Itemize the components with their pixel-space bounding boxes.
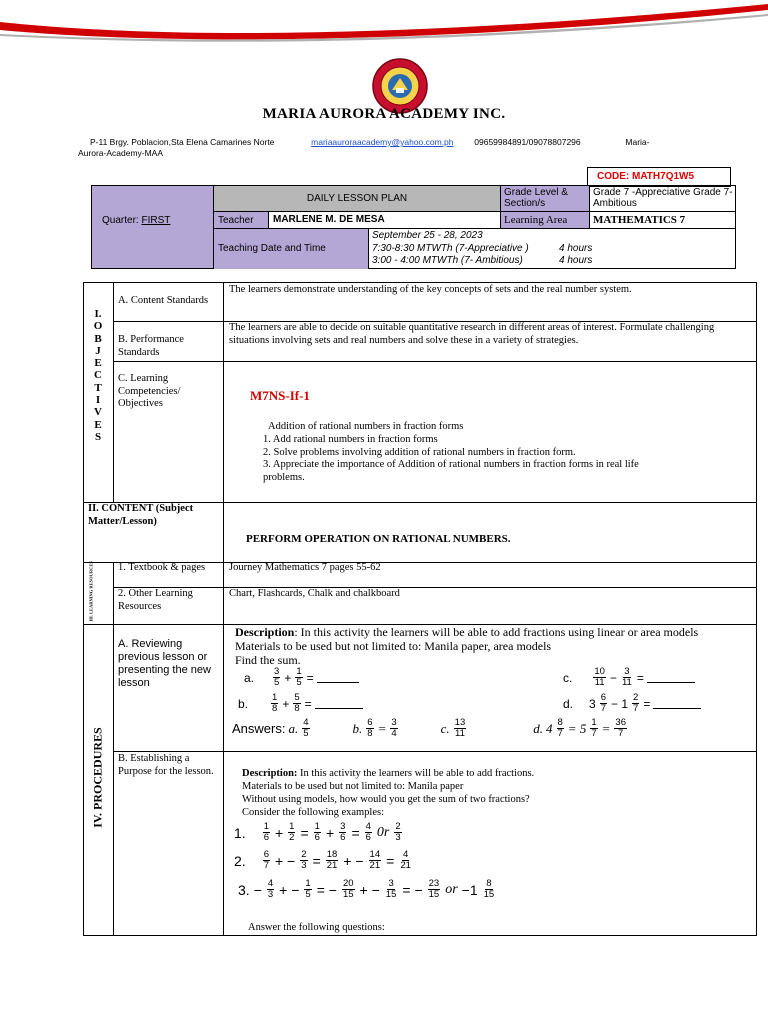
purpose-desc-bold: Description: xyxy=(242,768,298,779)
area-value: MATHEMATICS 7 xyxy=(590,212,736,229)
content-standards-text: The learners demonstrate understanding of the key concepts of sets and the real number system. xyxy=(229,284,632,295)
objectives-letter: T xyxy=(94,381,102,394)
objectives-letter: I xyxy=(95,394,101,407)
phone-numbers: 09659984891/09078807296 xyxy=(474,137,581,147)
purpose-label: B. Establishing a Purpose for the lesson. xyxy=(118,753,214,777)
date-label: Teaching Date and Time xyxy=(218,243,326,254)
date-line2-hours: 4 hours xyxy=(559,242,593,254)
exercise-b: b. $\frac{1}{8}$ + $\frac{5}{8}$ = xyxy=(238,693,363,714)
plan-title: DAILY LESSON PLAN xyxy=(306,193,408,204)
competencies-label: C. Learning Competencies/ Objectives xyxy=(118,373,181,409)
address: P-11 Brgy. Poblacion,Sta Elena Camarines Norte xyxy=(90,137,275,147)
textbook-value: Journey Mathematics 7 pages 55-62 xyxy=(229,562,381,573)
objectives-letter: E xyxy=(94,357,102,370)
example-3: 3. − $\frac{4}{3}$ + − $\frac{1}{5}$ = − $\frac{20}{15}$ + − $\frac{3}{15}$ = − $\frac{23}{15}$ or −1 $\frac{8}{15}$ xyxy=(238,878,495,900)
objectives-letter: B xyxy=(94,332,102,345)
lesson-plan-header-table xyxy=(91,185,736,269)
content-label: II. CONTENT (Subject Matter/Lesson) xyxy=(88,503,194,527)
competency-item: 2. Solve problems involving addition of rational numbers in fraction form. xyxy=(263,446,576,458)
competency-item: 3. Appreciate the importance of Addition of rational numbers in fraction forms in real life problems. xyxy=(263,459,639,483)
date-line3-hours: 4 hours xyxy=(559,255,593,266)
exercise-c: c. $\frac{10}{11}$ − $\frac{3}{11}$ = xyxy=(563,667,695,688)
example-2: 2. $\frac{6}{7}$ + − $\frac{2}{3}$ = $\frac{18}{21}$ + − $\frac{14}{21}$ = $\frac{4}{21}$ xyxy=(234,849,411,871)
review-label: A. Reviewing previous lesson or presenting the new lesson xyxy=(118,638,211,689)
review-materials: Materials to be used but not limited to: Manila paper, area models xyxy=(235,639,552,653)
school-name: MARIA AURORA ACADEMY INC. xyxy=(262,106,506,122)
date-line2: 7:30-8:30 MTWTh (7-Appreciative ) xyxy=(372,242,529,254)
purpose-answer: Answer the following questions: xyxy=(248,922,385,933)
purpose-description xyxy=(242,768,742,781)
content-text: PERFORM OPERATION ON RATIONAL NUMBERS. xyxy=(246,533,511,545)
textbook-label: 1. Textbook & pages xyxy=(118,562,206,573)
review-description xyxy=(235,625,768,639)
other-resources-value: Chart, Flashcards, Chalk and chalkboard xyxy=(229,588,400,599)
review-desc-bold: Description xyxy=(235,625,295,639)
objectives-letter: V xyxy=(94,406,102,419)
review-desc-text: : In this activity the learners will be able to add fractions using linear or area models xyxy=(294,625,699,639)
lesson-code: CODE: MATH7Q1W5 xyxy=(587,167,731,187)
competency-item: 1. Add rational numbers in fraction forms xyxy=(263,434,438,445)
header-decoration xyxy=(0,0,768,46)
exercise-d: d. 3 $\frac{6}{7}$ − 1 $\frac{2}{7}$ = xyxy=(563,693,701,714)
objectives-vertical-label xyxy=(90,308,106,443)
objectives-letter: S xyxy=(94,430,102,443)
quarter-cell xyxy=(92,186,214,269)
email-link[interactable]: mariaauroraacademy@yahoo.com.ph xyxy=(311,137,454,147)
facebook-line2: Aurora-Academy-MAA xyxy=(78,148,164,158)
purpose-consider: Consider the following examples: xyxy=(242,807,385,818)
date-line3: 3:00 - 4:00 MTWTh (7- Ambitious) xyxy=(372,255,523,266)
competency-code: M7NS-If-1 xyxy=(250,388,310,403)
teacher-label: Teacher xyxy=(214,212,269,229)
purpose-desc-text: In this activity the learners will be able to add fractions. xyxy=(297,768,535,779)
objectives-letter: J xyxy=(95,344,101,357)
competency-list xyxy=(263,434,663,484)
teacher-value: MARLENE M. DE MESA xyxy=(269,212,501,229)
date-line1: September 25 - 28, 2023 xyxy=(372,230,483,241)
objectives-letter: C xyxy=(94,369,102,382)
grade-label: Grade Level & Section/s xyxy=(501,186,590,212)
date-value-cell xyxy=(369,229,736,269)
facebook-line1: Maria- xyxy=(625,137,650,147)
area-label: Learning Area xyxy=(501,212,590,229)
title-cell xyxy=(214,186,501,212)
objectives-letter: E xyxy=(94,418,102,431)
objectives-letter: I. xyxy=(94,308,102,320)
date-label-cell xyxy=(214,229,369,269)
quarter-label: Quarter: xyxy=(102,215,142,226)
grade-value: Grade 7 -Appreciative Grade 7- Ambitious xyxy=(590,186,736,212)
procedures-vertical-label: IV. PROCEDURES xyxy=(90,727,105,828)
answers-row: Answers: a. $\frac{4}{5}$ b. $\frac{6}{8}$ = $\frac{3}{4}$ c. $\frac{13}{11}$ d. 4 $\frac{8}{7}$ = 5 $\frac{1}{7}$ = $\frac{36}{7}$ xyxy=(232,717,626,739)
performance-standards-text: The learners are able to decide on suitable quantitative research in different areas of interest. Formulate challenging situations involving sets and real numbers and solve these in a variety of strategies. xyxy=(229,322,715,346)
competency-title: Addition of rational numbers in fraction forms xyxy=(268,421,464,432)
review-find: Find the sum. xyxy=(235,653,301,667)
exercise-a: a. $\frac{3}{5}$ + $\frac{1}{5}$ = xyxy=(244,667,359,688)
purpose-question: Without using models, how would you get the sum of two fractions? xyxy=(242,794,530,805)
purpose-materials: Materials to be used but not limited to: Manila paper xyxy=(242,781,464,792)
contact-info xyxy=(78,137,730,159)
performance-standards-label: B. Performance Standards xyxy=(118,334,184,358)
other-resources-label: 2. Other Learning Resources xyxy=(118,588,193,612)
content-standards-label: A. Content Standards xyxy=(118,295,209,306)
objectives-letter: O xyxy=(93,320,103,333)
answers-label: Answers: xyxy=(232,721,286,736)
resources-vertical-label: III. LEARNING RESOURCES xyxy=(88,561,94,622)
example-1: 1. $\frac{1}{6}$ + $\frac{1}{2}$ = $\frac{1}{6}$ + $\frac{3}{6}$ = $\frac{4}{6}$ 0r $\frac{2}{3}$ xyxy=(234,821,401,843)
quarter-value: FIRST xyxy=(141,215,171,226)
